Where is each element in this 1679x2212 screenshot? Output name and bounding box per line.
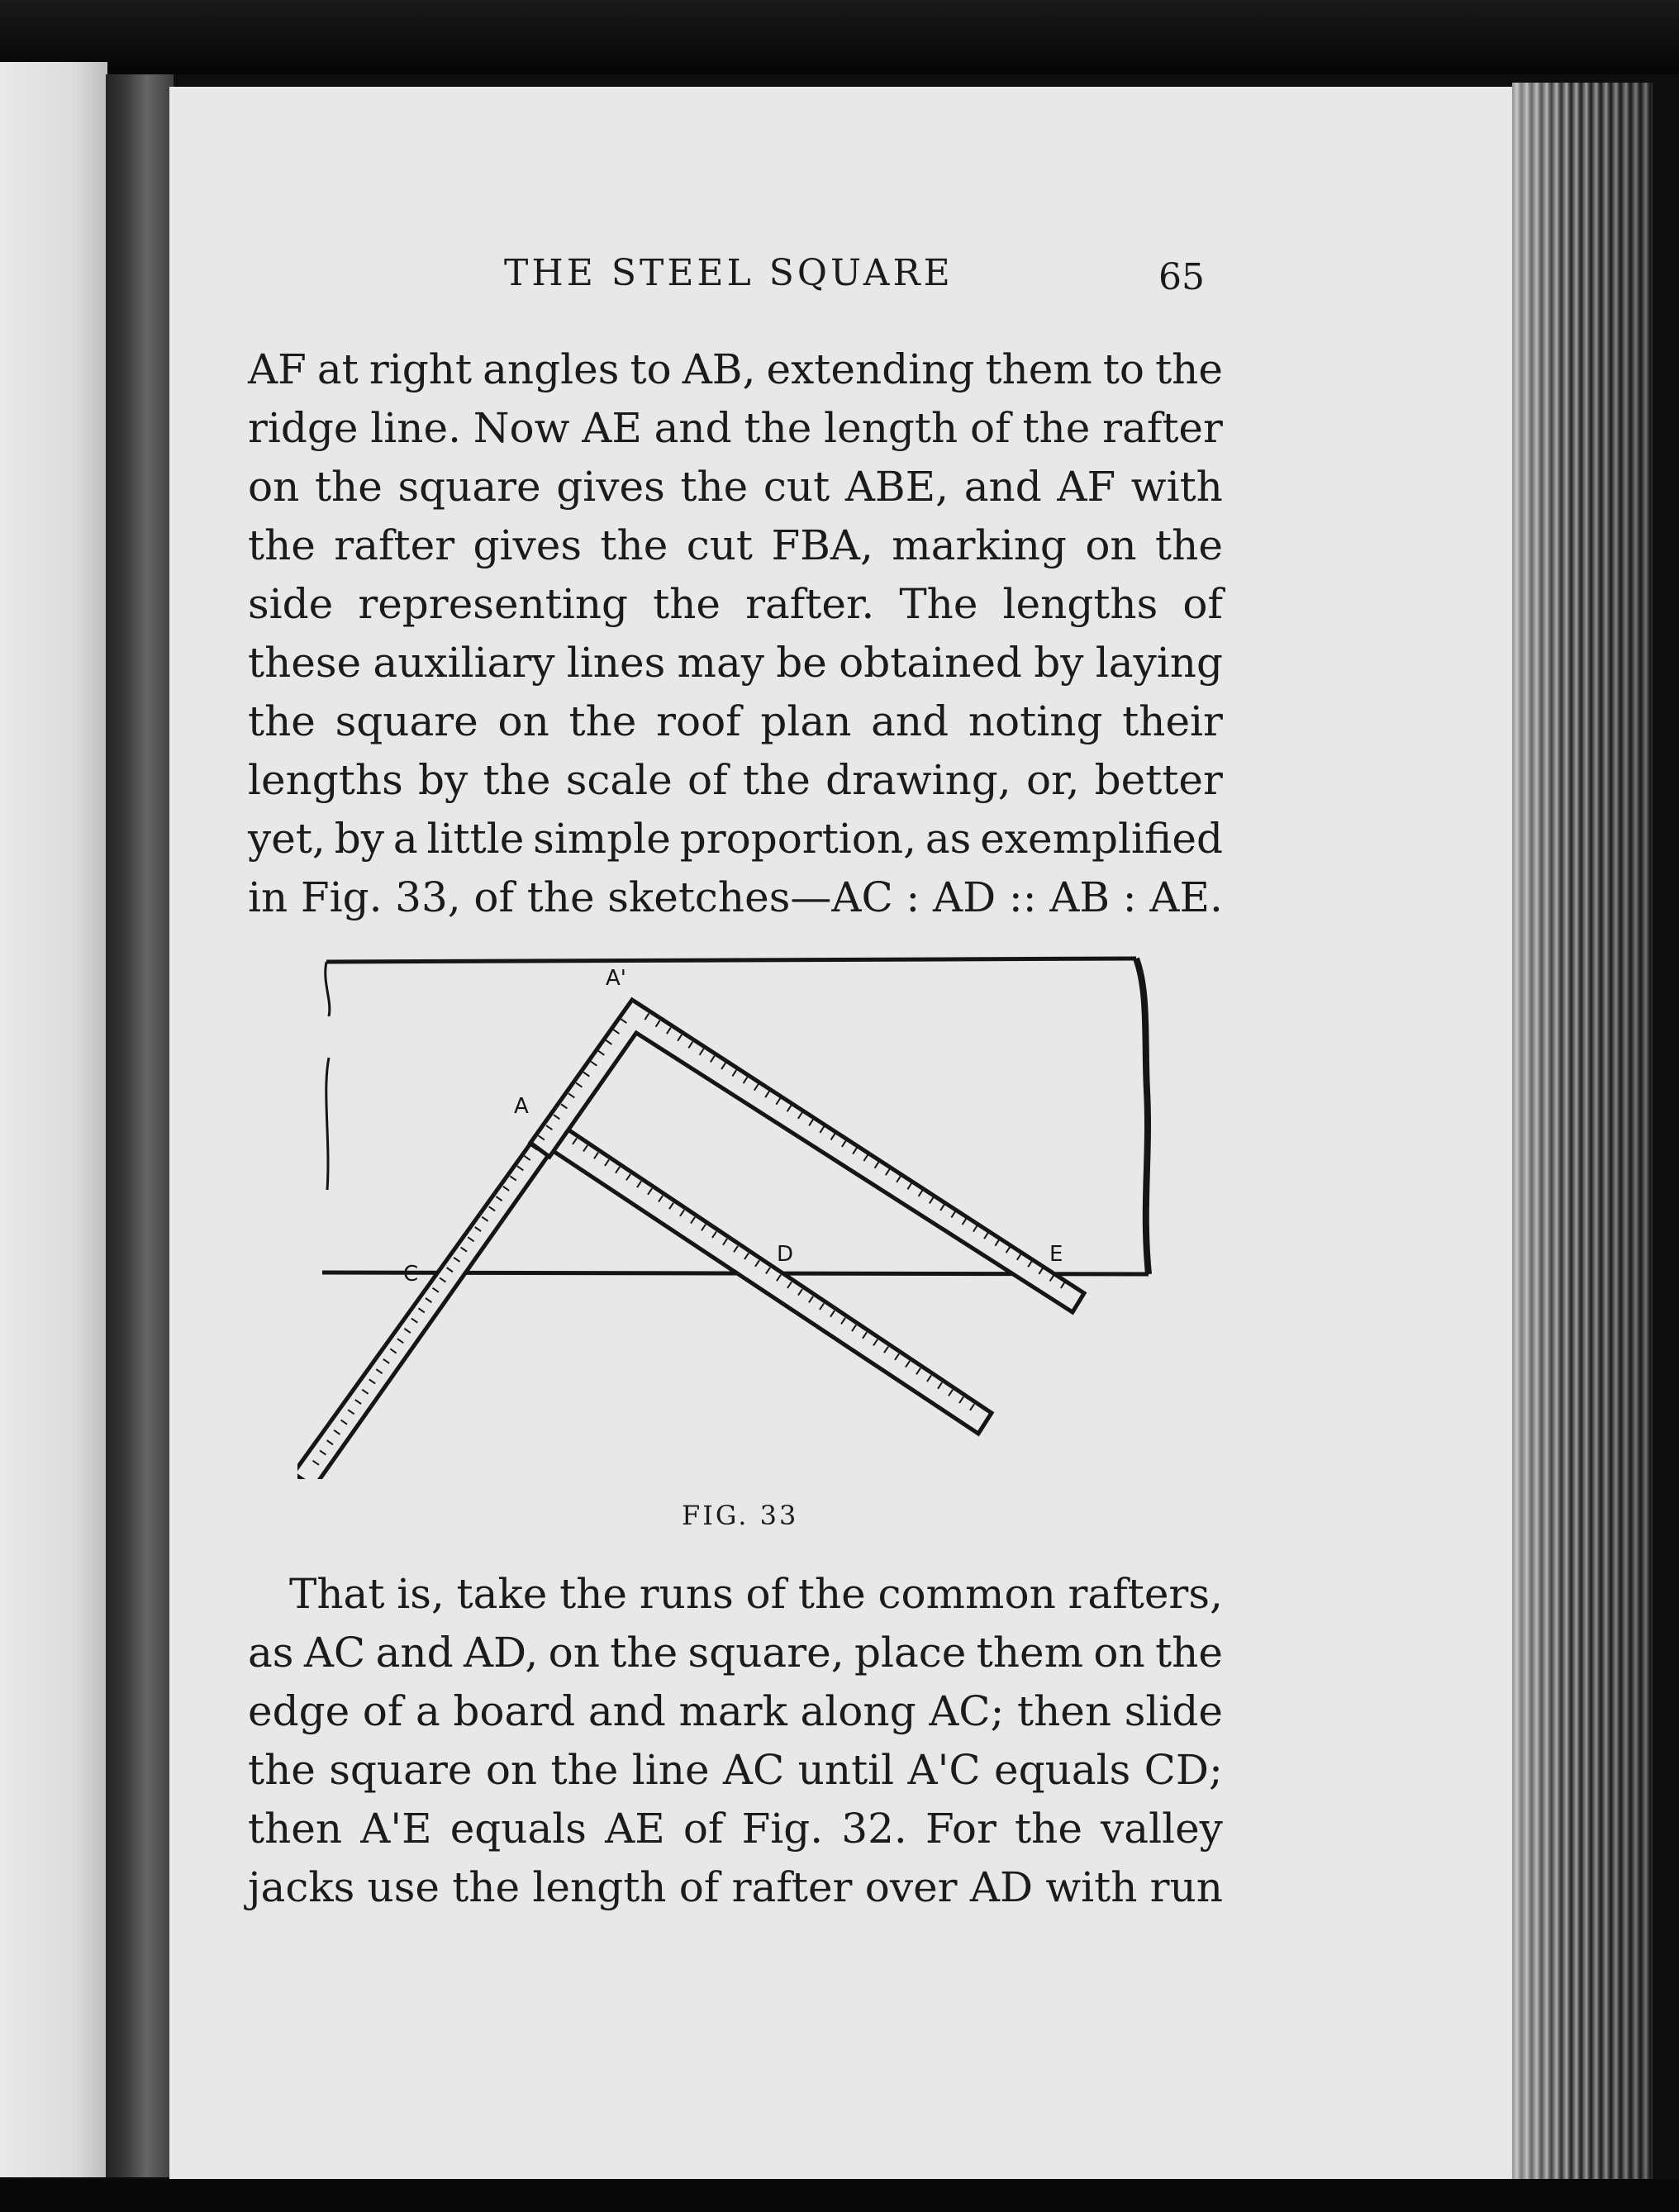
word: of [745,1570,787,1618]
word: AD, [463,1629,539,1677]
word: auxiliary [373,639,555,687]
word: of [362,1687,403,1735]
label-a-prime: A' [606,966,626,991]
word: : [1122,873,1137,921]
word: the [600,521,668,569]
word: length [824,404,958,452]
word: the [248,521,316,569]
word: of [683,1805,724,1853]
word: side [248,580,334,628]
word: the [797,1570,866,1618]
word: of [687,756,728,804]
text-line [248,692,1223,751]
text-line [248,1741,1223,1800]
word: :: [1008,873,1037,921]
word: use [367,1863,440,1911]
text-line [248,575,1223,634]
text-line [248,810,1223,868]
text-line [248,1800,1223,1858]
word: extending [766,345,975,393]
word: roof [656,697,741,745]
text-line [248,458,1223,516]
word: sketches—AC [607,873,893,921]
word: AB, [682,345,756,393]
word: the [248,697,316,745]
word: on [485,1746,538,1794]
word: yet, [248,815,326,863]
word: at [316,345,359,393]
word: as [925,815,972,863]
word: then [248,1805,343,1853]
word: in [248,873,288,921]
word: the [452,1863,521,1911]
figure-33 [297,942,1165,1479]
word: runs [639,1570,734,1618]
word: right [369,345,473,393]
word: on [497,697,549,745]
word: AF [1057,463,1116,511]
word: AC [303,1629,366,1677]
board-outline [322,959,1149,1274]
word: and [375,1629,454,1677]
word: cut [686,521,754,569]
text-line [248,1624,1223,1682]
word: the [1155,521,1223,569]
word: the [1155,345,1223,393]
word: angles [483,345,620,393]
word: or, [1025,756,1080,804]
word: on [548,1629,600,1677]
word: the [1015,1805,1082,1853]
word: common [878,1570,1056,1618]
word: CD; [1144,1746,1223,1794]
word: The [899,580,978,628]
word: them [976,1629,1084,1677]
word: gives [473,521,583,569]
word: 32. [841,1805,907,1853]
word: to [630,345,672,393]
word: A'C [907,1746,981,1794]
word: board [453,1687,576,1735]
word: take [456,1570,548,1618]
word: on [1085,521,1137,569]
word: AE. [1149,873,1223,921]
word: and [654,404,732,452]
word: Now [473,404,570,452]
word: the [526,873,595,921]
word: rafter [334,521,455,569]
word: representing [358,580,629,628]
word: these [248,639,362,687]
word: place [854,1629,967,1677]
page-number: 65 [1158,256,1205,298]
word: obtained [839,639,1022,687]
text-line [248,516,1223,575]
word: the [653,580,721,628]
text-line [248,1858,1223,1917]
word: rafters, [1068,1570,1223,1618]
word: be [776,639,827,687]
word: is, [397,1570,445,1618]
word: rafter [1102,404,1223,452]
word: AC [722,1746,785,1794]
word: may [677,639,764,687]
word: line. [370,404,461,452]
word: plan [760,697,852,745]
scan-bottom-band [0,2179,1679,2212]
word: on [1093,1629,1145,1677]
word: marking [892,521,1067,569]
book-gutter [106,74,174,2177]
word: a [416,1687,440,1735]
word: the [559,1570,627,1618]
left-page-edge [0,62,107,2177]
word: scale [565,756,673,804]
word: mark [678,1687,787,1735]
word: by [334,815,384,863]
paragraph-1 [248,340,1223,927]
word: AC; [929,1687,1005,1735]
word: the [248,1746,316,1794]
word: the [314,463,383,511]
text-line [248,868,1223,927]
word: lengths [248,756,403,804]
word: AD [932,873,996,921]
word: by [418,756,469,804]
word: equals [449,1805,587,1853]
word: noting [968,697,1103,745]
word: lines [566,639,666,687]
word: jacks [248,1863,355,1911]
word: them [985,345,1092,393]
paragraph-2 [248,1565,1223,1917]
word: cut [763,463,830,511]
word: with [1130,463,1223,511]
word: 33, [395,873,461,921]
word: as [248,1629,294,1677]
word: equals [994,1746,1131,1794]
word: square [329,1746,473,1794]
word: AE [582,404,642,452]
word: little [426,815,525,863]
running-head: THE STEEL SQUARE [504,252,954,294]
label-d: D [777,1242,794,1267]
word: slide [1124,1687,1223,1735]
word: drawing, [825,756,1011,804]
word: For [925,1805,996,1853]
word: gives [556,463,665,511]
word: and [587,1687,666,1735]
word: the [742,756,811,804]
word: A'E [360,1805,432,1853]
page-stack-edges [1512,83,1653,2190]
word: lengths [1002,580,1158,628]
text-line [248,399,1223,458]
word: line [631,1746,710,1794]
word: AE [605,1805,665,1853]
word: until [797,1746,895,1794]
word: rafter [731,1863,853,1911]
text-line [248,1565,1223,1624]
word: and [871,697,949,745]
word: over [864,1863,958,1911]
label-a: A [514,1094,529,1119]
label-c: C [403,1262,419,1287]
word: the [610,1629,678,1677]
word: square, [687,1629,844,1677]
word: on [248,463,300,511]
word: to [1102,345,1145,393]
word: AB [1049,873,1111,921]
word: the [483,756,551,804]
word: the [1022,404,1091,452]
word: laying [1095,639,1223,687]
text-line [248,340,1223,399]
word: the [1155,1629,1223,1677]
word: of [473,873,514,921]
word: the [744,404,812,452]
word: That [289,1570,385,1618]
word: ridge [248,404,359,452]
word: then [1017,1687,1112,1735]
word: their [1122,697,1223,745]
word: along [800,1687,916,1735]
word: length [532,1863,667,1911]
word: and [963,463,1042,511]
word: ABE, [844,463,949,511]
word: a [392,815,418,863]
word: exemplified [980,815,1223,863]
word: FBA, [771,521,873,569]
word: : [906,873,920,921]
word: the [568,697,637,745]
text-line [248,751,1223,810]
text-line [248,634,1223,692]
word: square [335,697,478,745]
word: proportion, [679,815,916,863]
figure-caption: FIG. 33 [682,1500,799,1531]
label-e: E [1049,1242,1063,1267]
word: square [397,463,541,511]
word: the [550,1746,619,1794]
scan-top-band [0,0,1679,74]
word: Fig. [741,1805,824,1853]
word: the [680,463,749,511]
word: simple [533,815,671,863]
word: run [1149,1863,1223,1911]
word: of [970,404,1011,452]
text-line [248,1682,1223,1741]
word: by [1034,639,1084,687]
word: Fig. [300,873,383,921]
word: of [678,1863,720,1911]
word: valley [1101,1805,1223,1853]
word: with [1045,1863,1138,1911]
word: edge [248,1687,350,1735]
word: rafter. [745,580,875,628]
square-upper [530,1000,1084,1312]
word: better [1094,756,1223,804]
word: AD [969,1863,1034,1911]
word: AF [248,345,307,393]
word: of [1182,580,1223,628]
